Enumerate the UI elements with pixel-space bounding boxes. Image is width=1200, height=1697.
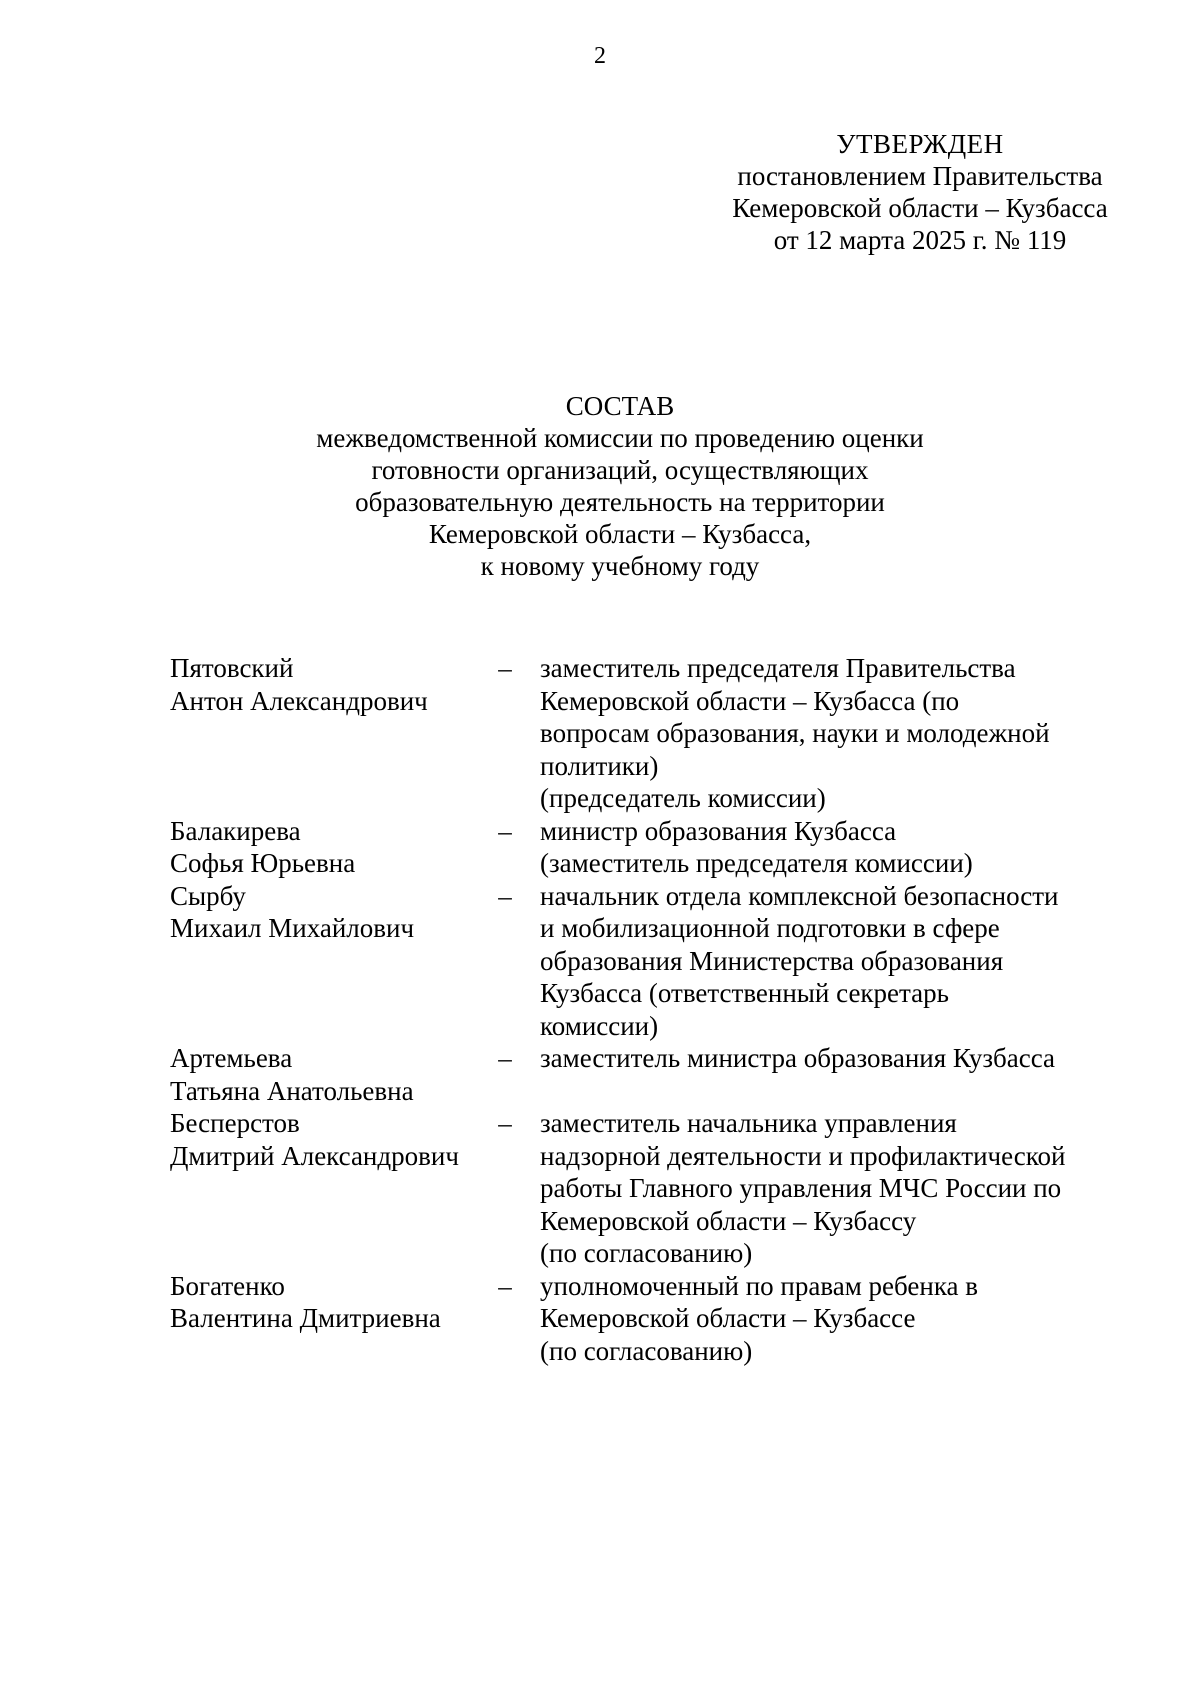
member-given-names: Татьяна Анатольевна: [170, 1075, 414, 1106]
member-name: [170, 1270, 470, 1335]
member-dash: –: [498, 653, 512, 683]
member-row: [170, 1042, 1110, 1107]
member-name: [170, 880, 470, 945]
member-dash: –: [498, 1270, 512, 1301]
member-name: [170, 1042, 470, 1107]
approval-line: Кемеровской области – Кузбасса: [732, 193, 1108, 223]
title-heading: СОСТАВ: [565, 391, 675, 421]
member-given-names: Валентина Дмитриевна: [170, 1303, 441, 1333]
member-dash: –: [498, 880, 512, 911]
member-role: министр образования Кузбасса (заместитель председателя комиссии): [540, 815, 973, 878]
member-given-names: Михаил Михайлович: [170, 913, 415, 943]
member-role: уполномоченный по правам ребенка в Кемеровской области – Кузбассе (по согласованию): [540, 1270, 979, 1366]
member-surname: Балакирева: [170, 815, 301, 846]
approval-heading: УТВЕРЖДЕН: [836, 129, 1004, 159]
member-given-names: Дмитрий Александрович: [170, 1140, 459, 1171]
member-row: [170, 1270, 1110, 1368]
member-given-names: Антон Александрович: [170, 685, 428, 716]
member-dash: –: [498, 815, 512, 846]
member-surname: Артемьева: [170, 1043, 293, 1073]
member-row: [170, 652, 1110, 815]
document-title: [200, 390, 1040, 582]
title-line: Кемеровской области – Кузбасса,: [428, 519, 812, 549]
approval-date-line: от 12 марта 2025 г. № 119: [773, 225, 1067, 255]
member-given-names: Софья Юрьевна: [170, 848, 356, 878]
member-name: [170, 652, 470, 717]
member-row: [170, 1107, 1110, 1270]
member-surname: Богатенко: [170, 1270, 285, 1301]
member-role: начальник отдела комплексной безопасности и мобилизационной подготовки в сфере образования Министерства образования Кузбасса (ответственный секретарь комиссии): [540, 880, 1059, 1041]
member-surname: Бесперстов: [170, 1108, 300, 1138]
member-role: заместитель министра образования Кузбасса: [540, 1043, 1056, 1073]
member-surname: Сырбу: [170, 880, 246, 911]
member-name: [170, 1107, 470, 1172]
member-row: [170, 815, 1110, 880]
member-role: заместитель председателя Правительства Кемеровской области – Кузбасса (по вопросам образования, науки и молодежной политики) (председатель комиссии): [540, 653, 1050, 813]
member-surname: Пятовский: [170, 653, 294, 683]
member-row: [170, 880, 1110, 1043]
page-number: 2: [594, 43, 606, 69]
member-dash: –: [498, 1043, 512, 1073]
title-line: образовательную деятельность на территории: [355, 487, 885, 517]
title-line: к новому учебному году: [480, 551, 760, 581]
member-role: заместитель начальника управления надзорной деятельности и профилактической работы Главного управления МЧС России по Кемеровской области – Кузбассу (по согласованию): [540, 1108, 1066, 1268]
member-name: [170, 815, 470, 880]
members-list: [170, 652, 1110, 1367]
title-line: межведомственной комиссии по проведению оценки: [316, 423, 924, 453]
title-line: готовности организаций, осуществляющих: [371, 455, 869, 485]
approval-stamp: [680, 128, 1160, 256]
approval-line: постановлением Правительства: [737, 161, 1103, 191]
member-dash: –: [498, 1108, 512, 1138]
